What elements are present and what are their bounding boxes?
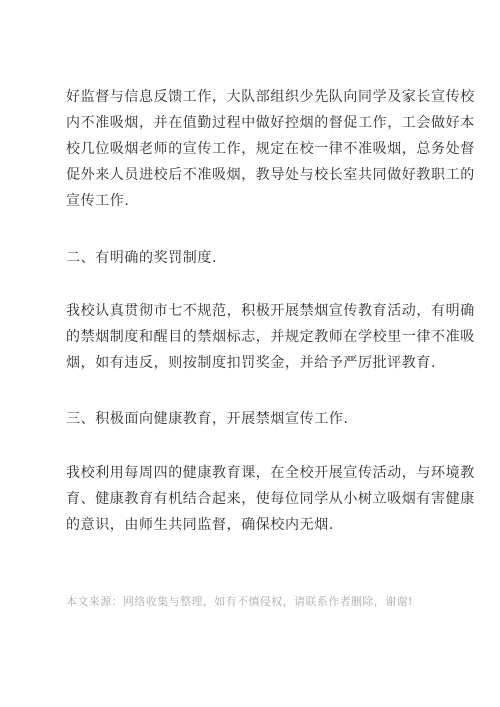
source-note: 本文来源：网络收集与整理，如有不慎侵权，请联系作者删除，谢谢!	[66, 595, 413, 608]
body-paragraph	[66, 460, 475, 538]
text-line: 校几位吸烟老师的宣传工作，规定在校一律不准吸烟，总务处督	[66, 141, 475, 157]
body-paragraph	[66, 298, 475, 376]
text-line: 育、健康教育有机结合起来，使每位同学从小树立吸烟有害健康	[66, 491, 475, 507]
text-line: 我校认真贯彻市七不规范，积极开展禁烟宣传教育活动，有明确	[66, 303, 475, 319]
text-line: 的禁烟制度和醒目的禁烟标志，并规定教师在学校里一律不准吸	[66, 329, 475, 345]
text-line: 我校利用每周四的健康教育课，在全校开展宣传活动，与环境教	[66, 465, 475, 481]
text-line: 宣传工作.	[66, 193, 130, 209]
text-line: 内不准吸烟，并在值勤过程中做好控烟的督促工作，工会做好本	[66, 115, 475, 131]
section-heading: 二、有明确的奖罚制度.	[66, 250, 218, 266]
body-paragraph	[66, 84, 475, 214]
section-heading: 三、积极面向健康教育，开展禁烟宣传工作.	[66, 411, 349, 427]
text-line: 好监督与信息反馈工作，大队部组织少先队向同学及家长宣传校	[66, 89, 475, 105]
text-line: 促外来人员进校后不准吸烟，教导处与校长室共同做好教职工的	[66, 167, 475, 183]
text-line: 的意识，由师生共同监督，确保校内无烟.	[66, 517, 334, 533]
text-line: 烟，如有违反，则按制度扣罚奖金，并给予严厉批评教育.	[66, 355, 437, 371]
